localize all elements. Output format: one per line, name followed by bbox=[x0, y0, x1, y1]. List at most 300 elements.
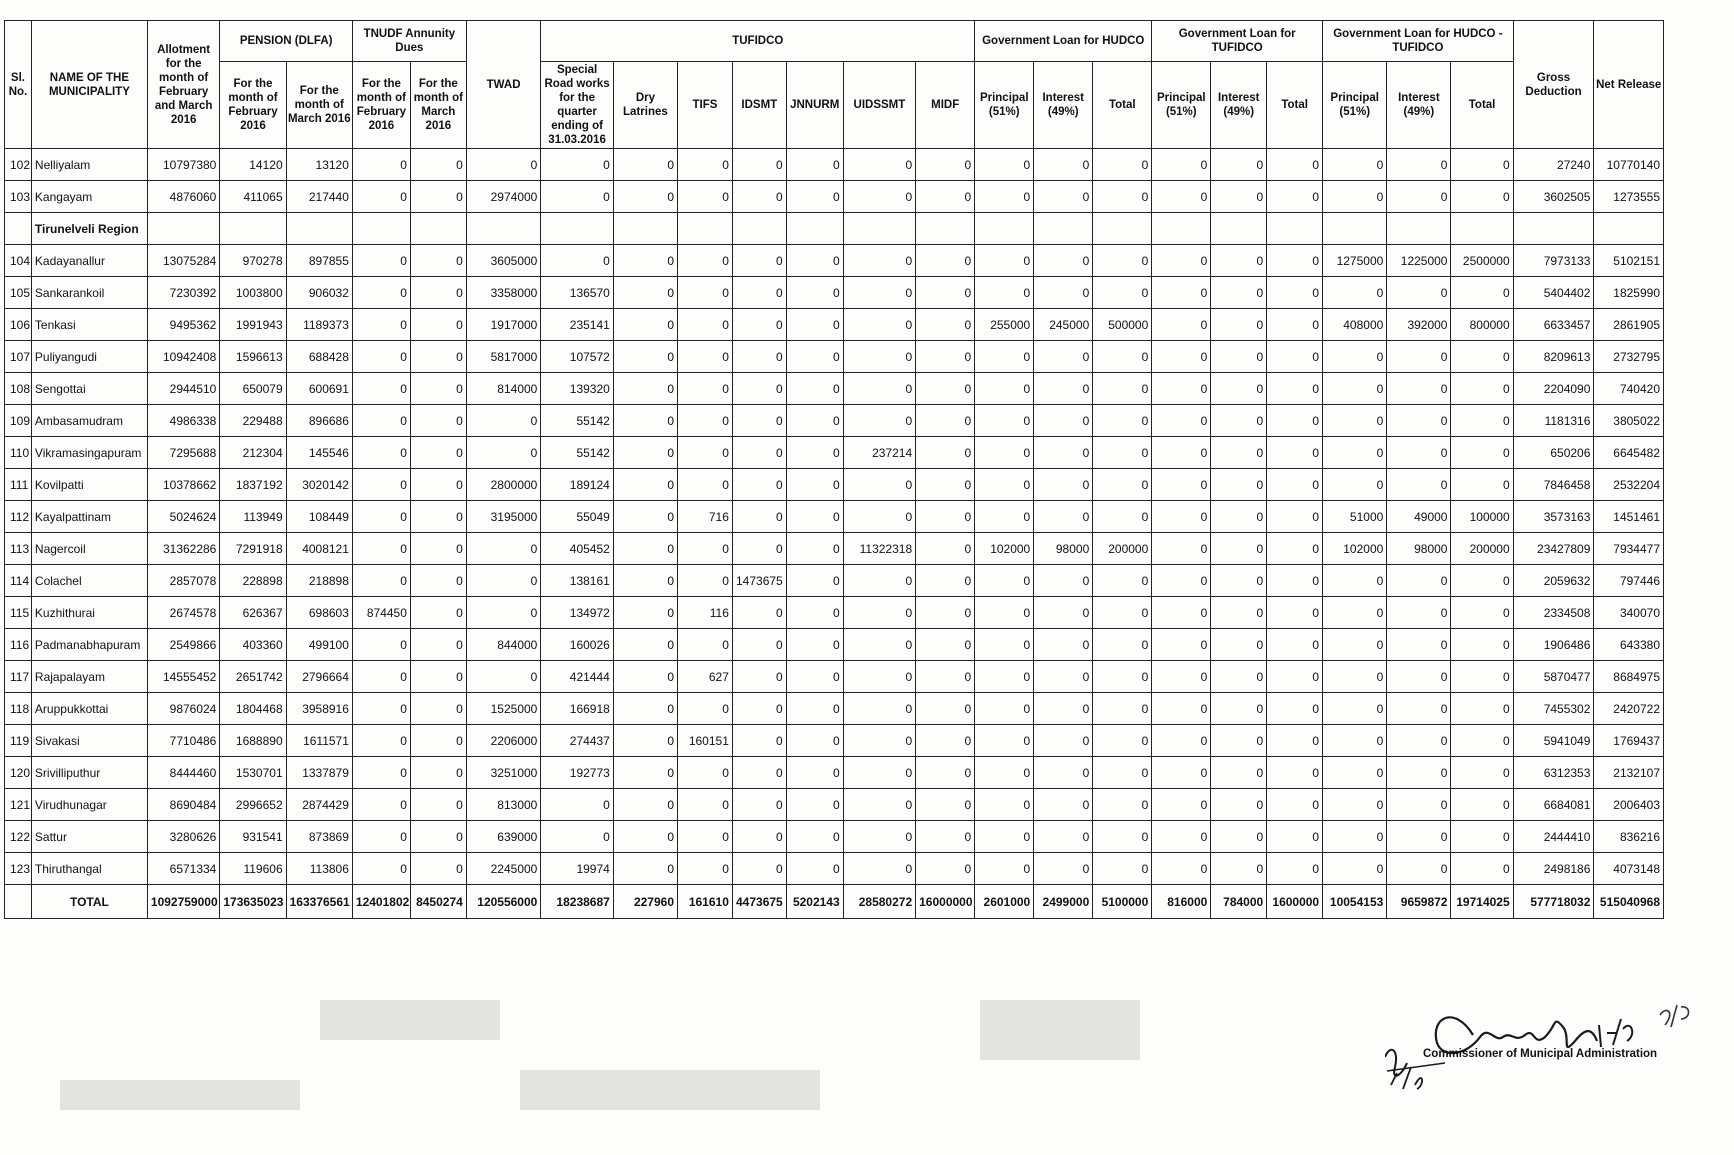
cell-tufidco-interest: 0 bbox=[1211, 245, 1267, 277]
total-hudco-tufidco-interest: 9659872 bbox=[1387, 885, 1451, 919]
cell-sl-no: 121 bbox=[5, 789, 32, 821]
cell-idsmt: 0 bbox=[732, 789, 786, 821]
cell-dry-latrines: 0 bbox=[613, 725, 677, 757]
total-dry-latrines: 227960 bbox=[613, 885, 677, 919]
cell-hudco-interest: 0 bbox=[1034, 693, 1093, 725]
cell-tufidco-principal: 0 bbox=[1152, 661, 1211, 693]
cell-gross-deduction: 7455302 bbox=[1513, 693, 1594, 725]
cell-hudco-tufidco-interest: 0 bbox=[1387, 725, 1451, 757]
cell-tnudf-mar: 0 bbox=[410, 469, 466, 501]
cell-pension-feb: 403360 bbox=[220, 629, 286, 661]
cell-gross-deduction: 7973133 bbox=[1513, 245, 1594, 277]
cell-hudco-interest: 0 bbox=[1034, 245, 1093, 277]
cell-net-release: 2732795 bbox=[1594, 341, 1664, 373]
col-group-pension: PENSION (DLFA) bbox=[220, 21, 353, 62]
col-hudco-tufidco-interest: Interest (49%) bbox=[1387, 62, 1451, 149]
col-sl-no: Sl. No. bbox=[5, 21, 32, 149]
cell-special-road: 55142 bbox=[541, 405, 613, 437]
cell-net-release: 2132107 bbox=[1594, 757, 1664, 789]
cell-hudco-tufidco-principal bbox=[1323, 213, 1387, 245]
col-municipality: NAME OF THE MUNICIPALITY bbox=[31, 21, 147, 149]
cell-tufidco-principal: 0 bbox=[1152, 853, 1211, 885]
cell-hudco-total: 0 bbox=[1093, 277, 1152, 309]
total-hudco-tufidco-total: 19714025 bbox=[1451, 885, 1513, 919]
cell-sl-no bbox=[5, 213, 32, 245]
cell-dry-latrines: 0 bbox=[613, 277, 677, 309]
cell-tnudf-feb: 0 bbox=[352, 789, 410, 821]
cell-municipality: Virudhunagar bbox=[31, 789, 147, 821]
cell-allotment: 8444460 bbox=[147, 757, 219, 789]
cell-twad: 0 bbox=[466, 661, 541, 693]
cell-hudco-tufidco-principal: 0 bbox=[1323, 405, 1387, 437]
table-row bbox=[5, 437, 1664, 469]
table-row bbox=[5, 181, 1664, 213]
total-tufidco-interest: 784000 bbox=[1211, 885, 1267, 919]
table-row bbox=[5, 757, 1664, 789]
cell-pension-feb: 229488 bbox=[220, 405, 286, 437]
total-twad: 120556000 bbox=[466, 885, 541, 919]
cell-allotment: 13075284 bbox=[147, 245, 219, 277]
cell-gross-deduction: 5870477 bbox=[1513, 661, 1594, 693]
cell-uidssmt: 0 bbox=[843, 341, 915, 373]
cell-pension-feb: 931541 bbox=[220, 821, 286, 853]
cell-tufidco-principal: 0 bbox=[1152, 181, 1211, 213]
cell-tnudf-feb: 0 bbox=[352, 309, 410, 341]
cell-tufidco-total bbox=[1267, 213, 1323, 245]
cell-dry-latrines: 0 bbox=[613, 149, 677, 181]
cell-jnnurm: 0 bbox=[786, 661, 843, 693]
col-uidssmt: UIDSSMT bbox=[843, 62, 915, 149]
cell-allotment bbox=[147, 213, 219, 245]
cell-tnudf-mar: 0 bbox=[410, 501, 466, 533]
table-row bbox=[5, 245, 1664, 277]
cell-municipality: Nelliyalam bbox=[31, 149, 147, 181]
cell-idsmt: 0 bbox=[732, 693, 786, 725]
cell-pension-feb: 1837192 bbox=[220, 469, 286, 501]
cell-tnudf-mar: 0 bbox=[410, 181, 466, 213]
cell-hudco-tufidco-total: 0 bbox=[1451, 373, 1513, 405]
cell-jnnurm: 0 bbox=[786, 821, 843, 853]
total-tifs: 161610 bbox=[678, 885, 733, 919]
cell-midf: 0 bbox=[916, 629, 975, 661]
cell-municipality: Kayalpattinam bbox=[31, 501, 147, 533]
cell-hudco-tufidco-interest: 0 bbox=[1387, 629, 1451, 661]
cell-tufidco-total: 0 bbox=[1267, 469, 1323, 501]
cell-pension-mar: 4008121 bbox=[286, 533, 352, 565]
cell-dry-latrines: 0 bbox=[613, 853, 677, 885]
cell-allotment: 4876060 bbox=[147, 181, 219, 213]
table-row bbox=[5, 341, 1664, 373]
cell-tufidco-interest: 0 bbox=[1211, 725, 1267, 757]
cell-tufidco-total: 0 bbox=[1267, 245, 1323, 277]
cell-municipality: Sivakasi bbox=[31, 725, 147, 757]
cell-uidssmt: 0 bbox=[843, 629, 915, 661]
col-hudco-tufidco-principal: Principal (51%) bbox=[1323, 62, 1387, 149]
cell-hudco-total: 0 bbox=[1093, 565, 1152, 597]
cell-uidssmt: 11322318 bbox=[843, 533, 915, 565]
cell-tifs: 0 bbox=[678, 821, 733, 853]
cell-hudco-interest: 0 bbox=[1034, 277, 1093, 309]
cell-gross-deduction: 27240 bbox=[1513, 149, 1594, 181]
cell-tufidco-principal: 0 bbox=[1152, 757, 1211, 789]
cell-hudco-tufidco-total: 0 bbox=[1451, 821, 1513, 853]
col-group-tufidco: TUFIDCO bbox=[541, 21, 975, 62]
cell-tnudf-mar bbox=[410, 213, 466, 245]
cell-tufidco-total: 0 bbox=[1267, 757, 1323, 789]
cell-hudco-tufidco-total: 0 bbox=[1451, 629, 1513, 661]
cell-special-road: 138161 bbox=[541, 565, 613, 597]
cell-special-road: 235141 bbox=[541, 309, 613, 341]
cell-midf: 0 bbox=[916, 437, 975, 469]
cell-allotment: 10797380 bbox=[147, 149, 219, 181]
cell-midf bbox=[916, 213, 975, 245]
cell-twad: 1525000 bbox=[466, 693, 541, 725]
cell-tufidco-total: 0 bbox=[1267, 405, 1323, 437]
cell-net-release: 1769437 bbox=[1594, 725, 1664, 757]
cell-tufidco-interest: 0 bbox=[1211, 405, 1267, 437]
cell-tufidco-interest: 0 bbox=[1211, 693, 1267, 725]
cell-gross-deduction: 8209613 bbox=[1513, 341, 1594, 373]
col-group-loan-tufidco: Government Loan for TUFIDCO bbox=[1152, 21, 1323, 62]
cell-allotment: 14555452 bbox=[147, 661, 219, 693]
cell-dry-latrines: 0 bbox=[613, 533, 677, 565]
cell-idsmt bbox=[732, 213, 786, 245]
signature-block bbox=[1385, 985, 1705, 1095]
cell-hudco-principal: 102000 bbox=[975, 533, 1034, 565]
cell-tufidco-principal: 0 bbox=[1152, 597, 1211, 629]
col-gross-deduction: Gross Deduction bbox=[1513, 21, 1594, 149]
cell-twad: 0 bbox=[466, 597, 541, 629]
col-hudco-tufidco-total: Total bbox=[1451, 62, 1513, 149]
col-tnudf-feb: For the month of February 2016 bbox=[352, 62, 410, 149]
cell-sl-no: 102 bbox=[5, 149, 32, 181]
total-tufidco-total: 1600000 bbox=[1267, 885, 1323, 919]
cell-hudco-tufidco-interest: 0 bbox=[1387, 661, 1451, 693]
cell-sl-no: 108 bbox=[5, 373, 32, 405]
cell-dry-latrines: 0 bbox=[613, 373, 677, 405]
total-uidssmt: 28580272 bbox=[843, 885, 915, 919]
total-hudco-principal: 2601000 bbox=[975, 885, 1034, 919]
cell-dry-latrines: 0 bbox=[613, 341, 677, 373]
cell-tnudf-feb: 0 bbox=[352, 629, 410, 661]
cell-net-release: 7934477 bbox=[1594, 533, 1664, 565]
cell-pension-mar: 218898 bbox=[286, 565, 352, 597]
cell-idsmt: 0 bbox=[732, 405, 786, 437]
cell-dry-latrines: 0 bbox=[613, 821, 677, 853]
cell-midf: 0 bbox=[916, 661, 975, 693]
cell-tnudf-mar: 0 bbox=[410, 565, 466, 597]
cell-hudco-interest: 0 bbox=[1034, 181, 1093, 213]
cell-tifs: 0 bbox=[678, 341, 733, 373]
cell-tufidco-principal: 0 bbox=[1152, 309, 1211, 341]
cell-tifs: 0 bbox=[678, 789, 733, 821]
cell-hudco-principal: 0 bbox=[975, 597, 1034, 629]
cell-hudco-interest: 0 bbox=[1034, 789, 1093, 821]
cell-hudco-principal: 0 bbox=[975, 789, 1034, 821]
cell-hudco-tufidco-total: 0 bbox=[1451, 149, 1513, 181]
cell-pension-feb: 1688890 bbox=[220, 725, 286, 757]
cell-pension-feb: 1596613 bbox=[220, 341, 286, 373]
cell-tifs: 0 bbox=[678, 437, 733, 469]
cell-net-release: 340070 bbox=[1594, 597, 1664, 629]
cell-pension-feb: 1530701 bbox=[220, 757, 286, 789]
cell-tnudf-feb: 0 bbox=[352, 469, 410, 501]
cell-tnudf-mar: 0 bbox=[410, 757, 466, 789]
cell-hudco-tufidco-total: 0 bbox=[1451, 469, 1513, 501]
cell-hudco-tufidco-principal: 408000 bbox=[1323, 309, 1387, 341]
cell-jnnurm bbox=[786, 213, 843, 245]
cell-hudco-total: 0 bbox=[1093, 373, 1152, 405]
cell-sl-no: 122 bbox=[5, 821, 32, 853]
cell-hudco-total: 0 bbox=[1093, 149, 1152, 181]
cell-hudco-principal: 0 bbox=[975, 277, 1034, 309]
cell-hudco-tufidco-interest: 0 bbox=[1387, 277, 1451, 309]
cell-tifs: 0 bbox=[678, 629, 733, 661]
cell-pension-mar: 113806 bbox=[286, 853, 352, 885]
cell-tifs: 0 bbox=[678, 309, 733, 341]
cell-jnnurm: 0 bbox=[786, 757, 843, 789]
cell-jnnurm: 0 bbox=[786, 693, 843, 725]
cell-hudco-interest: 0 bbox=[1034, 661, 1093, 693]
cell-twad: 2206000 bbox=[466, 725, 541, 757]
cell-tifs: 116 bbox=[678, 597, 733, 629]
cell-twad: 2800000 bbox=[466, 469, 541, 501]
cell-allotment: 9495362 bbox=[147, 309, 219, 341]
cell-allotment: 10378662 bbox=[147, 469, 219, 501]
cell-tnudf-mar: 0 bbox=[410, 789, 466, 821]
cell-hudco-total: 0 bbox=[1093, 469, 1152, 501]
table-row bbox=[5, 533, 1664, 565]
cell-hudco-tufidco-interest: 0 bbox=[1387, 693, 1451, 725]
cell-tnudf-mar: 0 bbox=[410, 693, 466, 725]
cell-municipality: Vikramasingapuram bbox=[31, 437, 147, 469]
cell-sl-no: 104 bbox=[5, 245, 32, 277]
col-pension-feb: For the month of February 2016 bbox=[220, 62, 286, 149]
cell-hudco-total: 0 bbox=[1093, 437, 1152, 469]
cell-tufidco-interest: 0 bbox=[1211, 373, 1267, 405]
cell-net-release: 5102151 bbox=[1594, 245, 1664, 277]
cell-tnudf-mar: 0 bbox=[410, 373, 466, 405]
cell-uidssmt: 0 bbox=[843, 661, 915, 693]
cell-tifs: 0 bbox=[678, 533, 733, 565]
cell-dry-latrines: 0 bbox=[613, 597, 677, 629]
cell-tnudf-feb: 874450 bbox=[352, 597, 410, 629]
cell-sl-no: 119 bbox=[5, 725, 32, 757]
cell-uidssmt: 0 bbox=[843, 501, 915, 533]
cell-allotment: 2944510 bbox=[147, 373, 219, 405]
cell-hudco-tufidco-total: 0 bbox=[1451, 405, 1513, 437]
total-allotment: 1092759000 bbox=[147, 885, 219, 919]
cell-jnnurm: 0 bbox=[786, 245, 843, 277]
total-tnudf-mar: 8450274 bbox=[410, 885, 466, 919]
cell-gross-deduction: 2444410 bbox=[1513, 821, 1594, 853]
cell-tufidco-interest: 0 bbox=[1211, 629, 1267, 661]
cell-tufidco-interest: 0 bbox=[1211, 565, 1267, 597]
cell-municipality: Tenkasi bbox=[31, 309, 147, 341]
table-header bbox=[5, 21, 1664, 149]
cell-tufidco-principal: 0 bbox=[1152, 437, 1211, 469]
total-label: TOTAL bbox=[31, 885, 147, 919]
cell-tufidco-interest: 0 bbox=[1211, 661, 1267, 693]
cell-tufidco-principal: 0 bbox=[1152, 725, 1211, 757]
disbursement-statement bbox=[4, 20, 1664, 919]
cell-tnudf-feb: 0 bbox=[352, 661, 410, 693]
cell-tufidco-interest bbox=[1211, 213, 1267, 245]
total-special-road: 18238687 bbox=[541, 885, 613, 919]
cell-pension-mar: 1189373 bbox=[286, 309, 352, 341]
cell-tnudf-feb: 0 bbox=[352, 725, 410, 757]
cell-dry-latrines: 0 bbox=[613, 181, 677, 213]
cell-tnudf-feb: 0 bbox=[352, 757, 410, 789]
cell-tnudf-feb bbox=[352, 213, 410, 245]
cell-pension-mar: 3020142 bbox=[286, 469, 352, 501]
cell-jnnurm: 0 bbox=[786, 341, 843, 373]
cell-tufidco-principal: 0 bbox=[1152, 533, 1211, 565]
cell-tufidco-interest: 0 bbox=[1211, 853, 1267, 885]
cell-tnudf-feb: 0 bbox=[352, 181, 410, 213]
cell-hudco-tufidco-total: 0 bbox=[1451, 181, 1513, 213]
cell-twad: 813000 bbox=[466, 789, 541, 821]
cell-sl-no: 114 bbox=[5, 565, 32, 597]
cell-uidssmt: 0 bbox=[843, 789, 915, 821]
cell-hudco-principal: 0 bbox=[975, 341, 1034, 373]
cell-special-road: 166918 bbox=[541, 693, 613, 725]
cell-midf: 0 bbox=[916, 181, 975, 213]
cell-net-release: 4073148 bbox=[1594, 853, 1664, 885]
cell-net-release: 2532204 bbox=[1594, 469, 1664, 501]
signatory-designation: Commissioner of Municipal Administration bbox=[1423, 1048, 1658, 1060]
cell-gross-deduction: 650206 bbox=[1513, 437, 1594, 469]
cell-gross-deduction: 1906486 bbox=[1513, 629, 1594, 661]
cell-hudco-interest: 0 bbox=[1034, 757, 1093, 789]
cell-idsmt: 0 bbox=[732, 277, 786, 309]
cell-pension-mar: 499100 bbox=[286, 629, 352, 661]
cell-gross-deduction: 5404402 bbox=[1513, 277, 1594, 309]
cell-pension-feb: 411065 bbox=[220, 181, 286, 213]
cell-sl-no: 116 bbox=[5, 629, 32, 661]
cell-tifs bbox=[678, 213, 733, 245]
cell-hudco-tufidco-principal: 51000 bbox=[1323, 501, 1387, 533]
cell-tufidco-interest: 0 bbox=[1211, 437, 1267, 469]
cell-tnudf-mar: 0 bbox=[410, 853, 466, 885]
cell-hudco-interest: 0 bbox=[1034, 149, 1093, 181]
cell-dry-latrines: 0 bbox=[613, 693, 677, 725]
cell-hudco-principal: 0 bbox=[975, 661, 1034, 693]
cell-tufidco-interest: 0 bbox=[1211, 341, 1267, 373]
cell-sl-no: 112 bbox=[5, 501, 32, 533]
cell-hudco-interest: 98000 bbox=[1034, 533, 1093, 565]
cell-allotment: 9876024 bbox=[147, 693, 219, 725]
cell-tufidco-interest: 0 bbox=[1211, 789, 1267, 821]
total-jnnurm: 5202143 bbox=[786, 885, 843, 919]
cell-special-road: 0 bbox=[541, 245, 613, 277]
table-body bbox=[5, 149, 1664, 919]
cell-tnudf-feb: 0 bbox=[352, 405, 410, 437]
cell-hudco-tufidco-interest: 0 bbox=[1387, 853, 1451, 885]
cell-hudco-total: 0 bbox=[1093, 693, 1152, 725]
cell-twad: 2245000 bbox=[466, 853, 541, 885]
cell-special-road: 0 bbox=[541, 181, 613, 213]
col-hudco-interest: Interest (49%) bbox=[1034, 62, 1093, 149]
cell-special-road bbox=[541, 213, 613, 245]
cell-sl-no: 106 bbox=[5, 309, 32, 341]
cell-tnudf-feb: 0 bbox=[352, 149, 410, 181]
cell-allotment: 7710486 bbox=[147, 725, 219, 757]
cell-idsmt: 0 bbox=[732, 469, 786, 501]
cell-tufidco-total: 0 bbox=[1267, 629, 1323, 661]
cell-pension-mar bbox=[286, 213, 352, 245]
cell-hudco-principal: 0 bbox=[975, 853, 1034, 885]
cell-tufidco-principal: 0 bbox=[1152, 821, 1211, 853]
cell-tnudf-mar: 0 bbox=[410, 437, 466, 469]
cell-pension-mar: 3958916 bbox=[286, 693, 352, 725]
cell-hudco-tufidco-principal: 0 bbox=[1323, 757, 1387, 789]
cell-hudco-principal: 0 bbox=[975, 149, 1034, 181]
cell-uidssmt: 0 bbox=[843, 309, 915, 341]
col-midf: MIDF bbox=[916, 62, 975, 149]
col-hudco-principal: Principal (51%) bbox=[975, 62, 1034, 149]
cell-jnnurm: 0 bbox=[786, 149, 843, 181]
col-tifs: TIFS bbox=[678, 62, 733, 149]
cell-special-road: 136570 bbox=[541, 277, 613, 309]
cell-hudco-tufidco-total: 0 bbox=[1451, 565, 1513, 597]
cell-pension-mar: 897855 bbox=[286, 245, 352, 277]
cell-tnudf-feb: 0 bbox=[352, 341, 410, 373]
cell-tufidco-interest: 0 bbox=[1211, 501, 1267, 533]
cell-pension-feb: 7291918 bbox=[220, 533, 286, 565]
col-allotment: Allotment for the month of February and March 2016 bbox=[147, 21, 219, 149]
cell-net-release: 2006403 bbox=[1594, 789, 1664, 821]
cell-hudco-tufidco-principal: 0 bbox=[1323, 821, 1387, 853]
cell-pension-mar: 217440 bbox=[286, 181, 352, 213]
cell-pension-feb bbox=[220, 213, 286, 245]
cell-idsmt: 0 bbox=[732, 597, 786, 629]
cell-hudco-tufidco-interest: 0 bbox=[1387, 437, 1451, 469]
cell-municipality: Kovilpatti bbox=[31, 469, 147, 501]
cell-net-release: 1451461 bbox=[1594, 501, 1664, 533]
cell-midf: 0 bbox=[916, 789, 975, 821]
cell-hudco-interest: 0 bbox=[1034, 373, 1093, 405]
cell-jnnurm: 0 bbox=[786, 789, 843, 821]
cell-idsmt: 0 bbox=[732, 821, 786, 853]
cell-hudco-tufidco-principal: 0 bbox=[1323, 725, 1387, 757]
cell-pension-mar: 1611571 bbox=[286, 725, 352, 757]
col-net-release: Net Release bbox=[1594, 21, 1664, 149]
col-tufidco-interest: Interest (49%) bbox=[1211, 62, 1267, 149]
cell-idsmt: 0 bbox=[732, 437, 786, 469]
cell-hudco-total: 500000 bbox=[1093, 309, 1152, 341]
cell-hudco-tufidco-total: 0 bbox=[1451, 725, 1513, 757]
cell-hudco-tufidco-interest: 49000 bbox=[1387, 501, 1451, 533]
total-midf: 16000000 bbox=[916, 885, 975, 919]
cell-twad: 3195000 bbox=[466, 501, 541, 533]
cell-pension-feb: 1003800 bbox=[220, 277, 286, 309]
cell-uidssmt: 0 bbox=[843, 469, 915, 501]
cell-idsmt: 0 bbox=[732, 181, 786, 213]
cell-uidssmt: 0 bbox=[843, 757, 915, 789]
cell-idsmt: 0 bbox=[732, 373, 786, 405]
cell-municipality: Colachel bbox=[31, 565, 147, 597]
cell-hudco-total: 0 bbox=[1093, 405, 1152, 437]
cell-tifs: 0 bbox=[678, 373, 733, 405]
cell-hudco-tufidco-principal: 0 bbox=[1323, 789, 1387, 821]
cell-tifs: 0 bbox=[678, 181, 733, 213]
cell-uidssmt bbox=[843, 213, 915, 245]
cell-hudco-tufidco-interest: 0 bbox=[1387, 181, 1451, 213]
cell-special-road: 192773 bbox=[541, 757, 613, 789]
cell-net-release: 740420 bbox=[1594, 373, 1664, 405]
cell-midf: 0 bbox=[916, 309, 975, 341]
